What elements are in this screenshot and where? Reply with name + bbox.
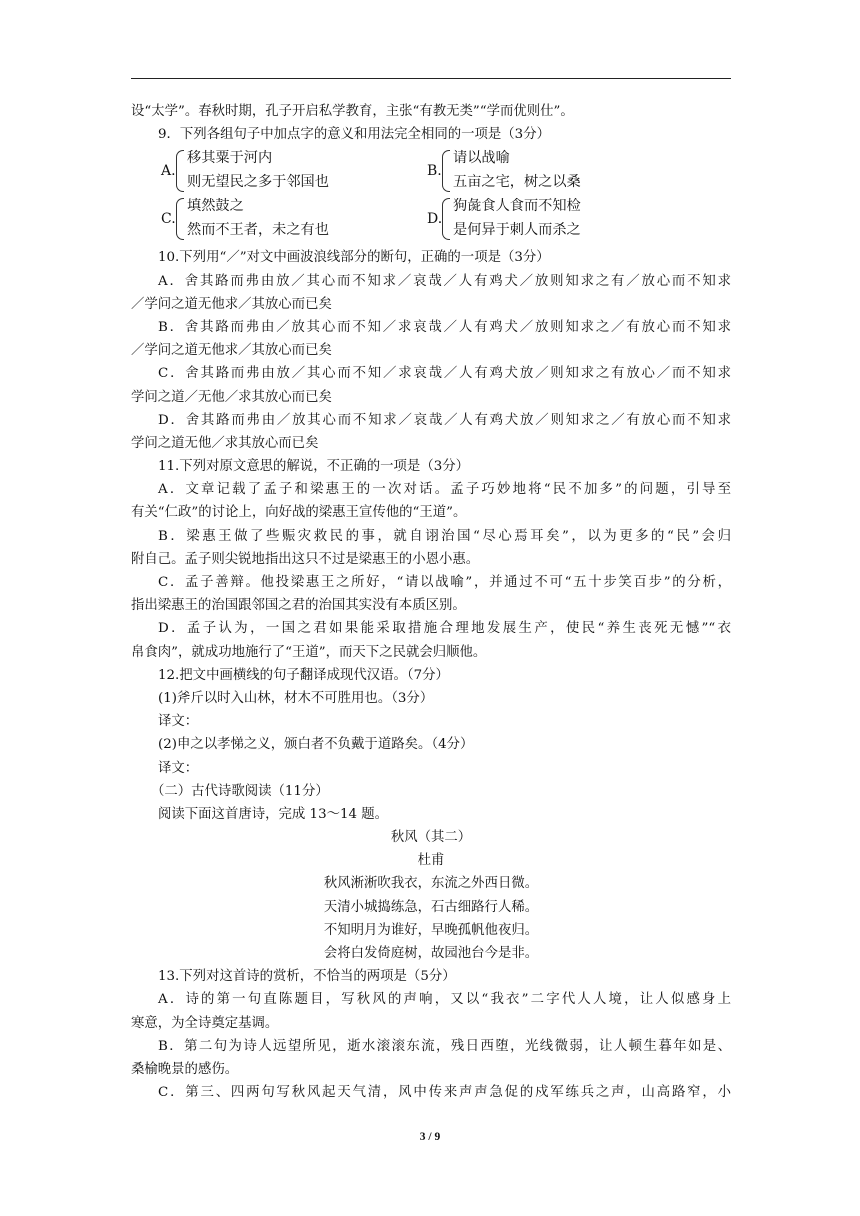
q10-option-a: A．舍其路而弗由放／其心而不知求／哀哉／人有鸡犬／放则知求之有／放心而不知求 [158,273,731,289]
poem-line: 天清小城捣练急，石古细路行人稀。 [323,899,539,915]
option-line-2: 五亩之宅，树之以桑 [453,174,581,191]
q13-option-a-cont: 寒意，为全诗奠定基调。 [131,1015,279,1031]
section-intro: 阅读下面这首唐诗，完成 13～14 题。 [158,806,389,822]
poem-line: 秋风淅淅吹我衣，东流之外西日微。 [323,876,539,892]
question-11-stem: 11.下列对原文意思的解说，不正确的一项是（3分） [158,459,470,475]
option-line-2: 则无望民之多于邻国也 [187,174,329,191]
q10-option-b-cont: ／学问之道无他求／其放心而已矣 [131,343,332,359]
option-line-2: 然而不王者，未之有也 [187,222,329,239]
option-c [161,195,421,243]
q10-option-a-cont: ／学问之道无他求／其放心而已矣 [131,296,332,312]
poem-author: 杜甫 [417,853,445,869]
question-9-stem: 9．下列各组句子中加点字的意义和用法完全相同的一项是（3分） [158,127,550,143]
brace-icon [176,150,184,192]
continued-paragraph: 设“太学”。春秋时期，孔子开启私学教育，主张“有教无类”“学而优则仕”。 [131,104,574,119]
q11-option-d: D．孟子认为，一国之君如果能采取措施合理地发展生产，使民“养生丧死无憾”“衣 [158,621,731,637]
q10-option-d-cont: 学问之道无他／求其放心而已矣 [131,435,319,451]
brace-icon [442,198,450,240]
option-line-2: 是何异于刺人而杀之 [453,222,581,239]
q10-option-b: B．舍其路而弗由／放其心而不知／求哀哉／人有鸡犬／放则知求之／有放心而不知求 [158,319,731,335]
q11-option-d-cont: 帛食肉”，就成功地施行了“王道”，而天下之民就会归顺他。 [131,644,487,660]
q13-option-b: B．第二句为诗人远望所见，逝水滚滚东流，残日西堕，光线微弱，让人顿生暮年如是、 [158,1038,731,1054]
q11-option-b-cont: 附自己。孟子则尖锐地指出这只不过是梁惠王的小恩小惠。 [131,551,480,567]
poem-line: 不知明月为谁好，早晚孤帆他夜归。 [323,922,539,938]
section-heading: （二）古代诗歌阅读（11分） [151,783,329,799]
q13-option-c: C．第三、四两句写秋风起天气清，风中传来声声急促的戍军练兵之声，山高路窄，小 [158,1085,731,1101]
q10-option-c: C．舍其路而弗由放／其心而不知／求哀哉／人有鸡犬放／则知求之有放心／而不知求 [158,366,731,382]
option-b [427,147,687,195]
q10-option-c-cont: 学问之道／无他／求其放心而已矣 [131,389,332,405]
option-letter: A. [161,163,176,180]
option-letter: D. [427,211,443,228]
q12-sentence-1: (1)斧斤以时入山林，材木不可胜用也。（3分） [158,690,434,706]
q11-option-a: A．文章记载了孟子和梁惠王的一次对话。孟子巧妙地将“民不加多”的问题，引导至 [158,482,731,498]
option-letter: C. [161,211,176,228]
q12-translation-1-label: 译文： [158,714,199,730]
option-d [427,195,687,243]
q13-option-b-cont: 桑榆晚景的感伤。 [131,1061,239,1077]
brace-icon [176,198,184,240]
q12-sentence-2: (2)申之以孝悌之义，颁白者不负戴于道路矣。（4分） [158,737,474,753]
q11-option-b: B．梁惠王做了些赈灾救民的事，就自诩治国“尽心焉耳矣”，以为更多的“民”会归 [158,528,731,544]
option-line-1: 请以战喻 [453,150,510,167]
question-9-options [131,147,731,243]
brace-icon [442,150,450,192]
q11-option-c: C．孟子善辩。他投梁惠王之所好，“请以战喻”，并通过不可“五十步笑百步”的分析， [158,575,731,590]
poem-title: 秋风（其二） [390,830,472,846]
page-content [131,100,731,1104]
question-10-stem: 10.下列用“／”对文中画波浪线部分的断句，正确的一项是（3分） [158,250,550,266]
q10-option-d: D．舍其路而弗由／放其心而不知求／哀哉／人有鸡犬放／则知求之／有放心而不知求 [158,412,731,428]
option-letter: B. [427,163,442,180]
page-number: 3 / 9 [419,1131,441,1143]
q12-translation-2-label: 译文： [158,760,199,776]
question-12-stem: 12.把文中画横线的句子翻译成现代汉语。（7分） [158,667,449,683]
option-line-1: 填然鼓之 [187,198,244,215]
option-line-1: 移其粟于河内 [187,150,273,167]
header-rule [131,78,731,79]
q11-option-c-cont: 指出梁惠王的治国跟邻国之君的治国其实没有本质区别。 [131,598,466,614]
option-line-1: 狗彘食人食而不知检 [453,198,581,215]
option-a [161,147,421,195]
q13-option-a: A．诗的第一句直陈题目，写秋风的声响，又以“我衣”二字代人人境，让人似感身上 [158,992,731,1008]
poem-line: 会将白发倚庭树，故园池台今是非。 [323,946,539,961]
q11-option-a-cont: 有关“仁政”的讨论上，向好战的梁惠王宣传他的“王道”。 [131,505,467,521]
question-13-stem: 13.下列对这首诗的赏析，不恰当的两项是（5分） [158,969,456,985]
